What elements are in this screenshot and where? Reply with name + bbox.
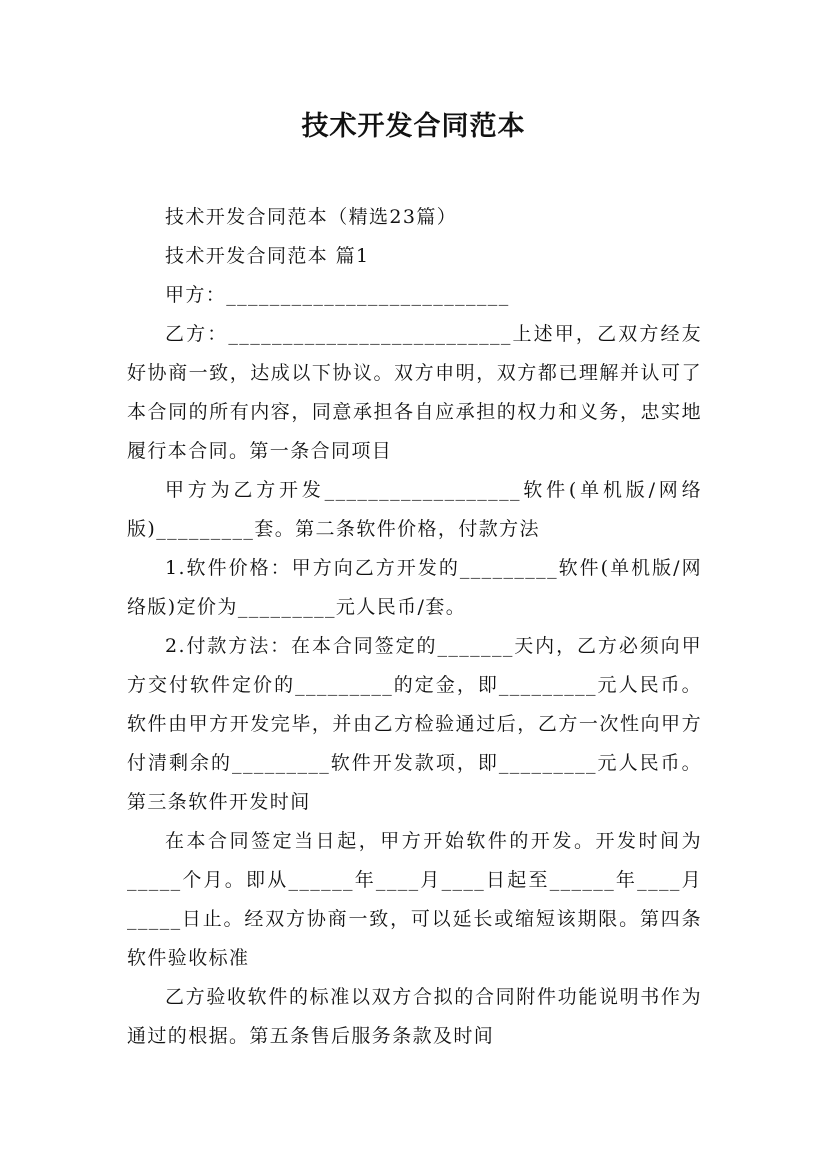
paragraph-payment: 2.付款方法：在本合同签定的_______天内，乙方必须向甲方交付软件定价的_________的定金，即_________元人民币。软件由甲方开发完毕，并由乙方检验通过后，乙方一次性向甲方付清剩余的_________软件开发款项，即_________元人民币。第三条软件开发时间 (127, 635, 702, 813)
paragraph-subtitle: 技术开发合同范本（精选23篇） (165, 206, 458, 228)
paragraph-section-heading: 技术开发合同范本 篇1 (165, 245, 370, 267)
paragraph-acceptance: 乙方验收软件的标准以双方合拟的合同附件功能说明书作为通过的根据。第五条售后服务条款及时间 (127, 986, 702, 1047)
paragraph-schedule: 在本合同签定当日起，甲方开始软件的开发。开发时间为_____个月。即从______年____月____日起至______年____月_____日止。经双方协商一致，可以延长或缩短该期限。第四条软件验收标准 (127, 830, 702, 969)
paragraph-party-b: 乙方：__________________________上述甲，乙双方经友好协商一致，达成以下协议。双方申明，双方都已理解并认可了本合同的所有内容，同意承担各自应承担的权力和义务，忠实地履行本合同。第一条合同项目 (127, 323, 702, 462)
paragraph-party-a: 甲方：__________________________ (165, 284, 510, 306)
document-body (127, 198, 702, 1056)
paragraph-price: 1.软件价格：甲方向乙方开发的_________软件(单机版/网络版)定价为_________元人民币/套。 (127, 557, 702, 618)
document-title: 技术开发合同范本 (301, 111, 526, 142)
paragraph-project: 甲方为乙方开发__________________软件(单机版/网络版)_________套。第二条软件价格，付款方法 (127, 479, 702, 540)
